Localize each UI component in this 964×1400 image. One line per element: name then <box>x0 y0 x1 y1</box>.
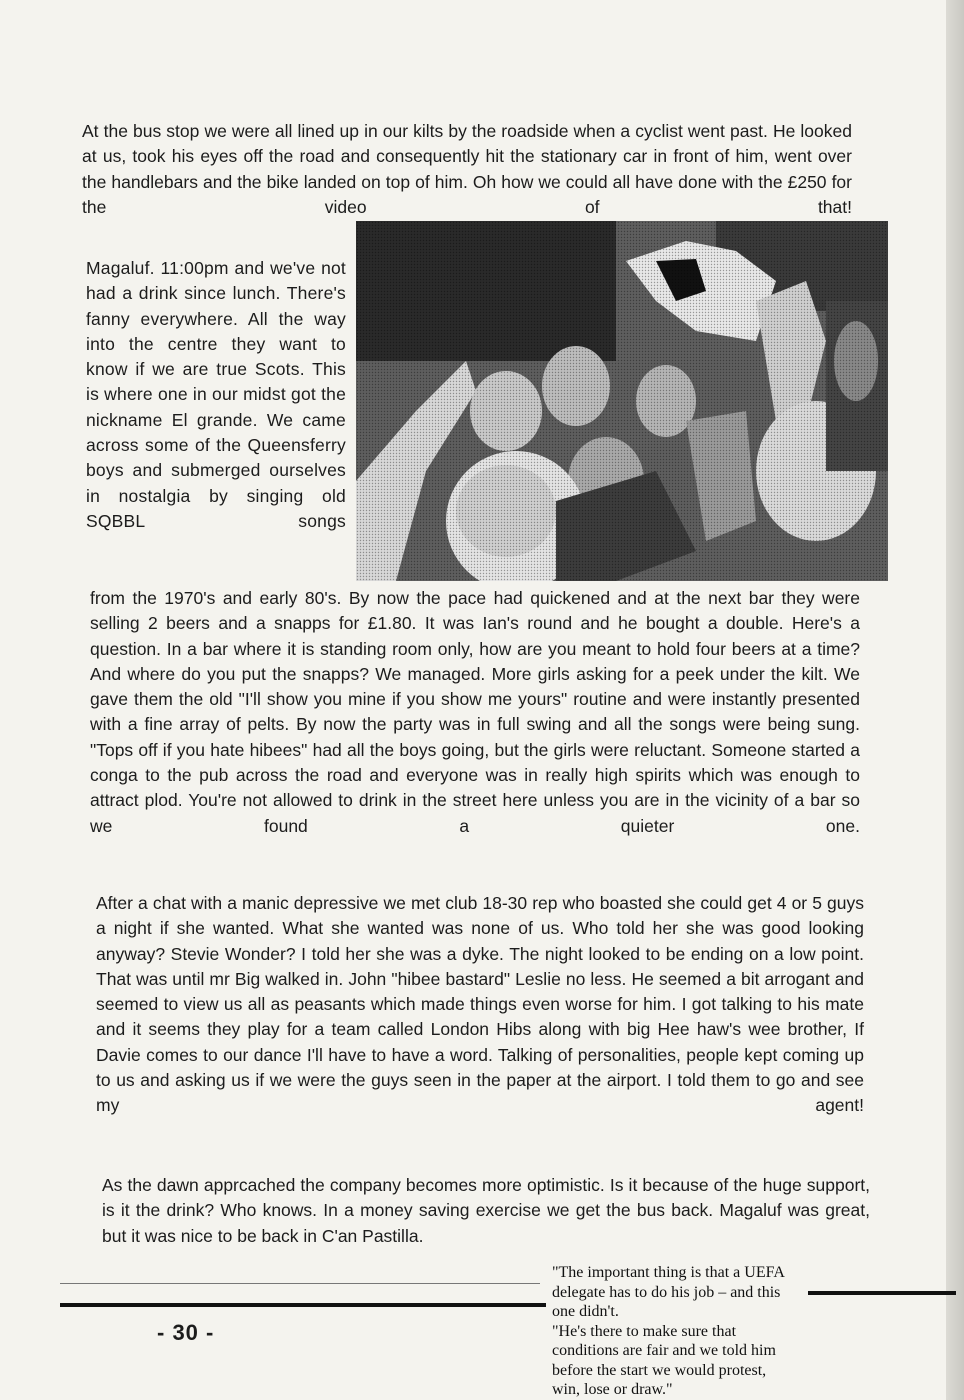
crowd-photo <box>356 221 888 581</box>
paragraph-club-rep: After a chat with a manic depressive we met club 18-30 rep who boasted she could get 4 or 5 guys a night if she wanted. What she wanted was none of us. Who told her she was good looking anyway? Stevie Wonder? I told her she was a dyke. The night looked to be ending on a low point. That was until mr Big walked in. John "hibee bastard" Leslie no less. He seemed a bit arrogant and seemed to view us all as peasants which made things even worse for him. I got talking to his mate and it seems they play for a team called London Hibs along with big Hee haw's wee brother, If Davie comes to our dance I'll have to have a word. Talking of personalities, people kept coming up to us and asking us if we were the guys seen in the paper at the airport. I told them to go and see my agent! <box>96 893 864 1116</box>
footer-rule-right <box>808 1291 956 1295</box>
footer-rule-left <box>60 1303 546 1307</box>
page-number: - 30 - <box>157 1320 215 1345</box>
quote-line-1: "The important thing is that a UEFA delegate has to do his job – and this one didn't. <box>552 1264 784 1320</box>
paragraph-magaluf: Magaluf. 11:00pm and we've not had a drink since lunch. There's fanny everywhere. All the way into the centre they want to know if we are true Scots. This is where one in our midst got the nickname El grande. We came across some of the Queensferry boys and submerged ourselves in nostalgia by singing old SQBBL songs <box>86 258 346 531</box>
pull-quote <box>552 1263 797 1400</box>
paper-edge <box>946 0 964 1400</box>
quote-line-2: "He's there to make sure that conditions are fair and we told him before the start we would protest, win, lose or draw." <box>552 1322 776 1398</box>
paragraph-dawn: As the dawn apprcached the company becomes more optimistic. Is it because of the huge support, is it the drink? Who knows. In a money saving exercise we get the bus back. Magaluf was great, but it was nice to be back in C'an Pastilla. <box>102 1175 870 1246</box>
crowd-photo-graphic <box>356 221 888 581</box>
paragraph-bar: from the 1970's and early 80's. By now the pace had quickened and at the next bar they were selling 2 beers and a snapps for £1.80. It was Ian's round and he bought a double. Here's a question. In a bar where it is standing room only, how are you meant to hold four beers at a time? And where do you put the snapps? We managed. More girls asking for a peek under the kilt. We gave them the old "I'll show you mine if you show me yours" routine and were instantly presented with a fine array of pelts. By now the party was in full swing and all the songs were being sung. "Tops off if you hate hibees" had all the boys going, but the girls were reluctant. Someone started a conga to the pub across the road and everyone was in really high spirits which was enough to attract plod. You're not allowed to drink in the street here unless you are in the vicinity of a bar so we found a quieter one. <box>90 588 860 836</box>
paragraph-bus-stop: At the bus stop we were all lined up in our kilts by the roadside when a cyclist went past. He looked at us, took his eyes off the road and consequently hit the stationary car in front of him, went over the handlebars and the bike landed on top of him. Oh how we could all have done with the £250 for the video of that! <box>82 121 852 217</box>
thin-rule <box>60 1283 540 1284</box>
